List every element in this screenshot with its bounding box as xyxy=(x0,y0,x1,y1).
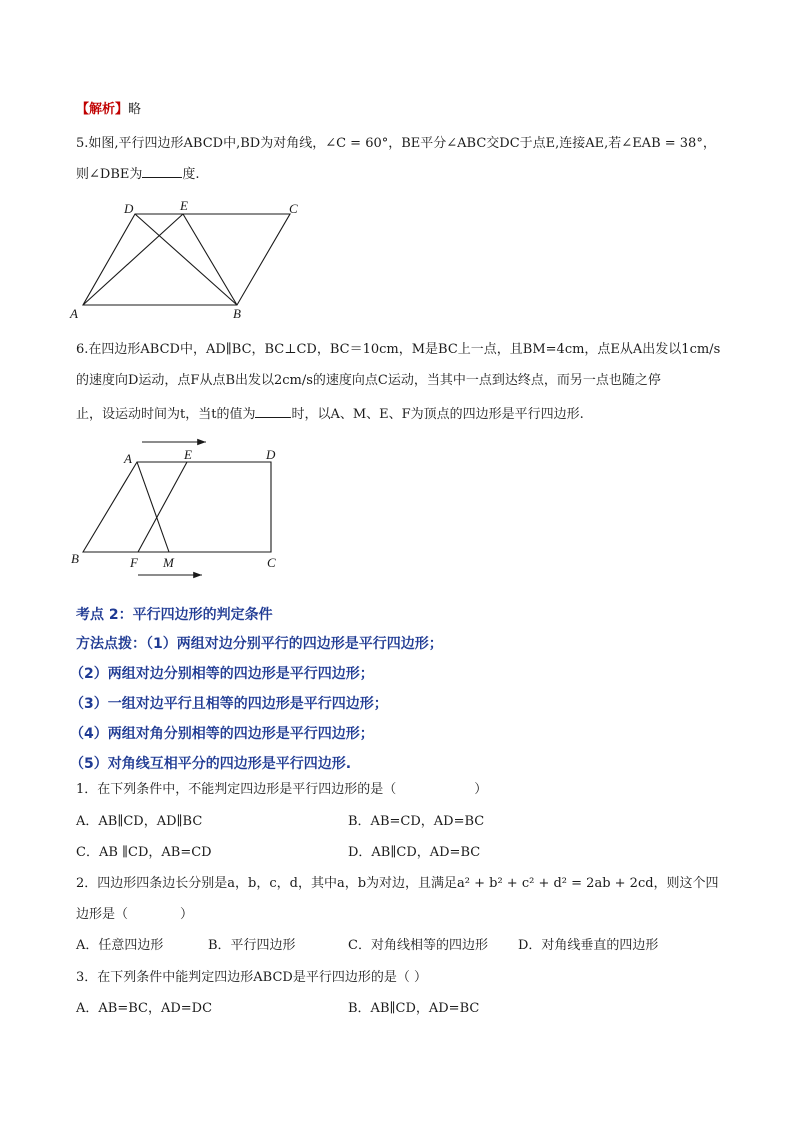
analysis-text: 略 xyxy=(128,102,142,117)
p3-stem: 3．在下列条件中能判定四边形ABCD是平行四边形的是（ ） xyxy=(76,970,427,985)
p2-stem-2: 边形是（ ） xyxy=(76,907,194,922)
p2-stem: 2．四边形四条边长分别是a，b，c，d，其中a，b为对边，且满足a² + b² + c² + d² = 2ab + 2cd，则这个四 xyxy=(76,876,719,891)
q5-label-b: B xyxy=(233,306,241,321)
p2-option-a: A．任意四边形 xyxy=(76,938,164,953)
q5-label-c: C xyxy=(289,201,298,216)
q5-segment-be xyxy=(183,214,237,305)
p1-option-a: A．AB∥CD，AD∥BC xyxy=(76,814,203,829)
q6-trapezoid-figure xyxy=(66,432,296,582)
q6-label-f: F xyxy=(130,555,138,570)
q6-label-b: B xyxy=(71,551,79,566)
p1-option-c: C．AB ∥CD，AB=CD xyxy=(76,845,212,860)
q5-answer-blank xyxy=(142,164,182,178)
q5-parallelogram-figure xyxy=(68,198,308,323)
p1-option-b: B．AB=CD，AD=BC xyxy=(348,814,485,829)
q5-line-1: 5.如图,平行四边形ABCD中,BD为对角线，∠C = 60°，BE平分∠ABC交DC于点E,连接AE,若∠EAB = 38°， xyxy=(76,136,716,151)
q5-line-2-pre: 则∠DBE为 xyxy=(76,167,143,182)
kaodian-item-5: （5）对角线互相平分的四边形是平行四边形. xyxy=(70,756,352,772)
p1-stem: 1．在下列条件中，不能判定四边形是平行四边形的是（ ） xyxy=(76,782,488,797)
q6-label-m: M xyxy=(163,555,174,570)
q6-line-1: 6.在四边形ABCD中，AD∥BC，BC⊥CD，BC＝10cm，M是BC上一点，且BM=4cm，点E从A出发以1cm/s xyxy=(76,342,721,357)
p3-option-a: A．AB=BC，AD=DC xyxy=(76,1001,213,1016)
p2-option-d: D．对角线垂直的四边形 xyxy=(518,938,659,953)
q5-segment-ae xyxy=(83,214,183,305)
q6-segment-am xyxy=(137,462,169,552)
q5-label-a: A xyxy=(70,306,78,321)
p2-option-c: C．对角线相等的四边形 xyxy=(348,938,488,953)
q6-label-e: E xyxy=(184,447,192,462)
q5-figure-lines xyxy=(83,214,290,305)
q6-label-d: D xyxy=(266,447,276,462)
analysis-label: 【解析】 xyxy=(76,102,129,117)
q6-line-2: 的速度向D运动，点F从点B出发以2cm/s的速度向点C运动，当其中一点到达终点，而另一点也随之停 xyxy=(76,373,661,388)
q6-quadrilateral-abcd xyxy=(83,462,271,552)
q6-label-c: C xyxy=(267,555,276,570)
q5-line-2 xyxy=(76,164,200,184)
kaodian-method: 方法点拨：（1）两组对边分别平行的四边形是平行四边形； xyxy=(76,636,443,652)
q6-line-3-post: 时，以A、M、E、F为顶点的四边形是平行四边形. xyxy=(291,407,584,422)
q5-label-e: E xyxy=(180,198,188,213)
p2-option-b: B．平行四边形 xyxy=(208,938,296,953)
kaodian-item-4: （4）两组对角分别相等的四边形是平行四边形； xyxy=(70,726,374,742)
q6-answer-blank xyxy=(255,404,291,418)
q5-label-d: D xyxy=(124,201,134,216)
p1-option-d: D．AB∥CD，AD=BC xyxy=(348,845,481,860)
q5-line-2-post: 度. xyxy=(182,167,200,182)
kaodian-item-3: （3）一组对边平行且相等的四边形是平行四边形； xyxy=(70,696,388,712)
kaodian-title: 考点 2：平行四边形的判定条件 xyxy=(76,607,273,623)
analysis-line xyxy=(76,101,141,119)
q5-diagonal-bd xyxy=(135,214,237,305)
q6-segment-ef xyxy=(138,462,187,552)
q6-line-3-pre: 止，设运动时间为t，当t的值为 xyxy=(76,407,256,422)
q6-line-3 xyxy=(76,404,584,424)
q6-figure-lines xyxy=(83,442,271,575)
q6-label-a: A xyxy=(124,451,132,466)
p3-option-b: B．AB∥CD，AD=BC xyxy=(348,1001,480,1016)
kaodian-item-2: （2）两组对边分别相等的四边形是平行四边形； xyxy=(70,666,374,682)
